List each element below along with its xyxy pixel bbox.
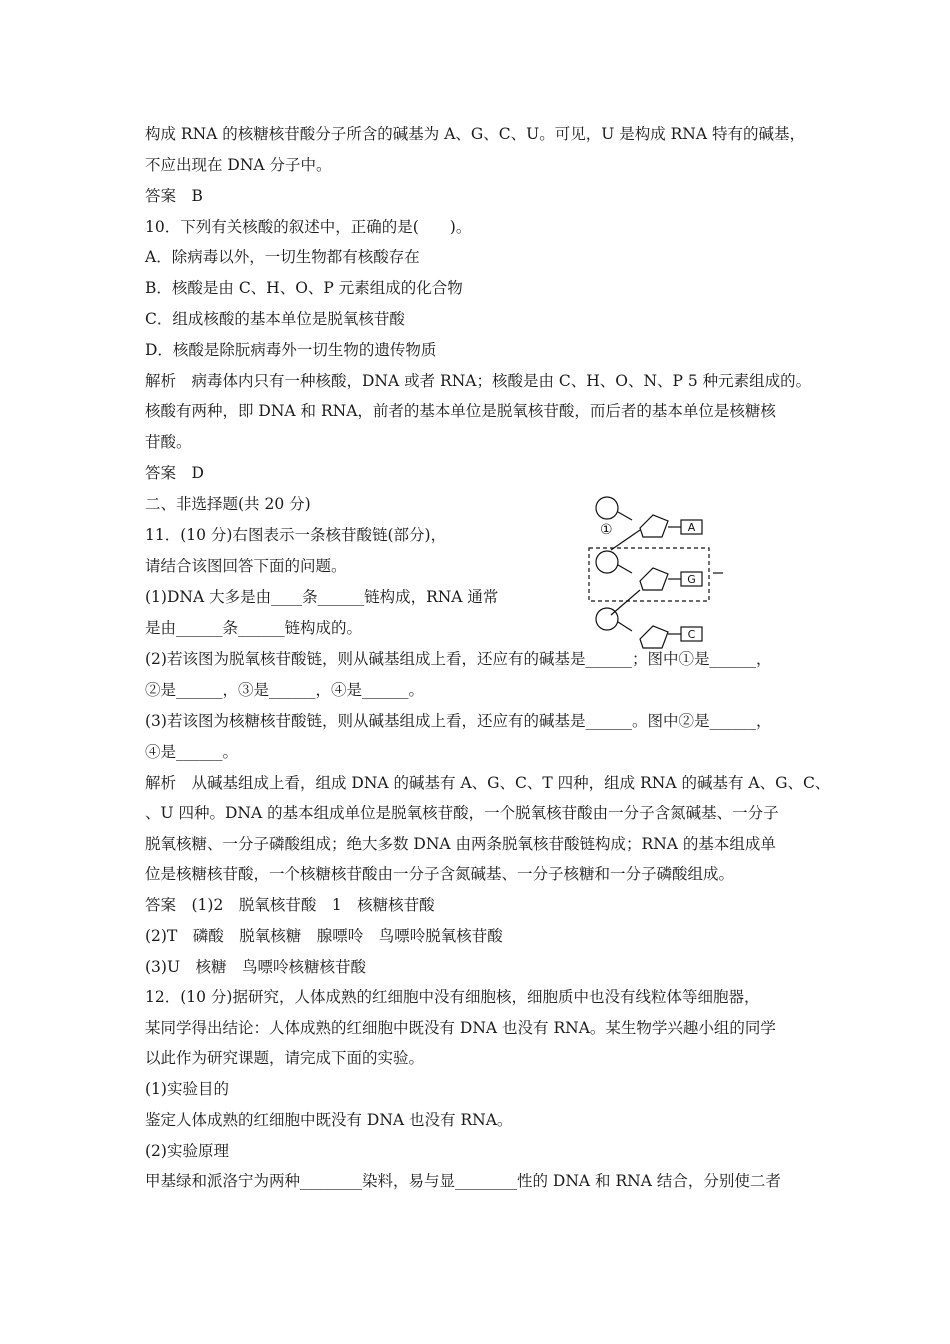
bond-line — [618, 565, 632, 573]
option-d: D．核酸是除朊病毒外一切生物的遗传物质 — [145, 341, 437, 359]
analysis-line: 核酸有两种，即 DNA 和 RNA，前者的基本单位是脱氧核苷酸，而后者的基本单位是核糖核 — [145, 402, 776, 420]
text-line: 构成 RNA 的核糖核苷酸分子所含的碱基为 A、G、C、U。可见，U 是构成 RNA 特有的碱基， — [145, 125, 805, 143]
analysis-line: 解析 病毒体内只有一种核酸，DNA 或者 RNA；核酸是由 C、H、O、N、P 5 种元素组成的。 — [145, 372, 812, 390]
question-11: 11．(10 分)右图表示一条核苷酸链(部分)， — [145, 526, 447, 544]
answer-line: 答案 B — [145, 187, 203, 205]
answer-line: 答案 D — [145, 464, 204, 482]
phosphate-circle — [596, 551, 618, 573]
analysis-line: 脱氧核糖、一分子磷酸组成；绝大多数 DNA 由两条脱氧核苷酸链构成；RNA 的基本组成单 — [145, 835, 776, 853]
text-line: 某同学得出结论：人体成熟的红细胞中既没有 DNA 也没有 RNA。某生物学兴趣小组的同学 — [145, 1019, 776, 1037]
phosphate-circle — [596, 497, 618, 519]
question-line: 是由______条______链构成的。 — [145, 619, 363, 637]
analysis-line: 解析 从碱基组成上看，组成 DNA 的碱基有 A、G、C、T 四种，组成 RNA 的碱基有 A、G、C、 — [145, 774, 831, 792]
section-heading: 二、非选择题(共 20 分) — [145, 495, 311, 513]
bond-line — [618, 622, 632, 631]
text-line: 甲基绿和派洛宁为两种________染料，易与显________性的 DNA 和 RNA 结合，分别使二者 — [145, 1172, 781, 1190]
bond-line — [618, 512, 632, 520]
sub-heading: (1)实验目的 — [145, 1080, 229, 1098]
backbone-bond — [611, 530, 640, 550]
option-a: A．除病毒以外，一切生物都有核酸存在 — [145, 248, 420, 266]
sugar-pentagon — [640, 515, 668, 537]
text-line: 不应出现在 DNA 分子中。 — [145, 156, 332, 174]
question-line: ②是______，③是______，④是______。 — [145, 681, 425, 699]
answer-line: (2)T 磷酸 脱氧核糖 腺嘌呤 鸟嘌呤脱氧核苷酸 — [145, 927, 503, 945]
analysis-line: 苷酸。 — [145, 433, 192, 451]
sugar-pentagon — [640, 626, 668, 648]
question-10: 10．下列有关核酸的叙述中，正确的是( )。 — [145, 218, 472, 236]
sugar-pentagon — [640, 568, 668, 590]
sub-heading: (2)实验原理 — [145, 1142, 229, 1160]
text-line: 鉴定人体成熟的红细胞中既没有 DNA 也没有 RNA。 — [145, 1111, 513, 1129]
question-line: (3)若该图为核糖核苷酸链，则从碱基组成上看，还应有的碱基是______。图中②是______， — [145, 712, 772, 730]
question-12: 12．(10 分)据研究，人体成熟的红细胞中没有细胞核，细胞质中也没有线粒体等细胞器， — [145, 988, 760, 1006]
option-c: C．组成核酸的基本单位是脱氧核苷酸 — [145, 310, 405, 328]
analysis-line: 、U 四种。DNA 的基本组成单位是脱氧核苷酸，一个脱氧核苷酸由一分子含氮碱基、一分子 — [145, 804, 779, 822]
nucleotide-chain-diagram — [585, 495, 735, 660]
phosphate-circle — [596, 608, 618, 630]
question-line: ④是______。 — [145, 743, 239, 761]
answer-line: 答案 (1)2 脱氧核苷酸 1 核糖核苷酸 — [145, 896, 435, 914]
base-label: A — [687, 521, 696, 534]
question-line: (1)DNA 大多是由____条______链构成，RNA 通常 — [145, 588, 499, 606]
option-b: B．核酸是由 C、H、O、P 元素组成的化合物 — [145, 279, 463, 297]
base-label: C — [687, 628, 696, 641]
text-line: 以此作为研究课题，请完成下面的实验。 — [145, 1049, 425, 1067]
analysis-line: 位是核糖核苷酸，一个核糖核苷酸由一分子含氮碱基、一分子核糖和一分子磷酸组成。 — [145, 865, 735, 883]
marker-label: ① — [600, 522, 613, 538]
text-line: 请结合该图回答下面的问题。 — [145, 557, 347, 575]
question-line: (2)若该图为脱氧核苷酸链，则从碱基组成上看，还应有的碱基是______；图中①是______， — [145, 650, 772, 668]
answer-line: (3)U 核糖 鸟嘌呤核糖核苷酸 — [145, 958, 367, 976]
base-label: G — [687, 573, 696, 586]
